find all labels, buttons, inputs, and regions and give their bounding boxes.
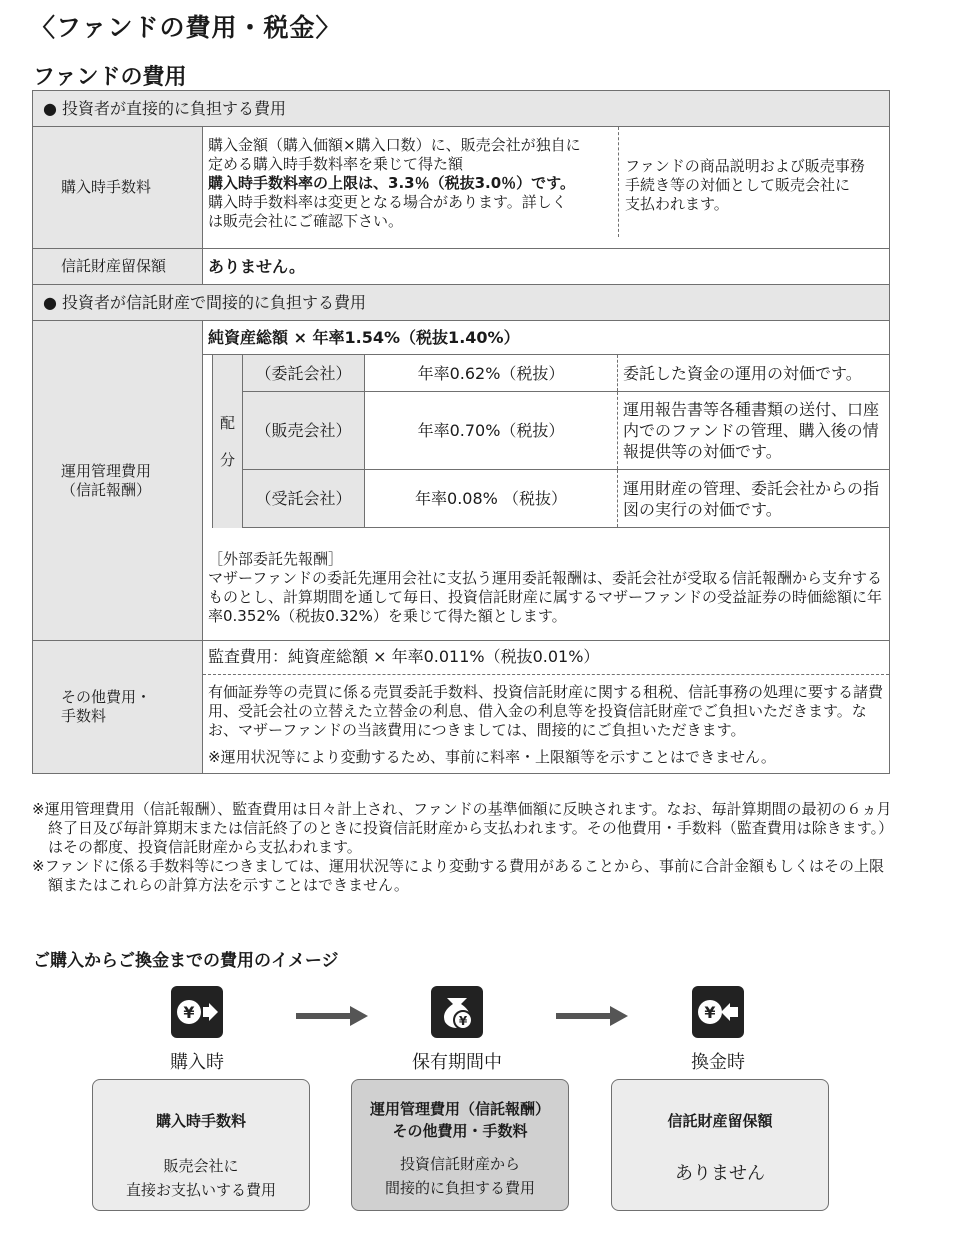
stage-label: 換金時 <box>691 1052 745 1073</box>
yen-in-icon <box>171 986 223 1038</box>
box-title: 購入時手数料 <box>155 1112 246 1130</box>
money-bag-icon <box>431 986 483 1038</box>
allocation-label <box>213 355 243 528</box>
party-desc: 運用財産の管理、委託会社からの指図の実行の対価です。 <box>623 478 880 519</box>
alloc-row-distributor <box>243 392 889 470</box>
party-desc: 委託した資金の運用の対価です。 <box>623 363 862 383</box>
arrow-icon <box>556 1006 628 1026</box>
other-label1: その他費用・ <box>61 688 152 706</box>
box-sub: 間接的に負担する費用 <box>384 1179 535 1197</box>
footnote: ※運用管理費用（信託報酬）、監査費用は日々計上され、ファンドの基準価額に反映されます。なお、毎計算期間の最初の６ヵ月終了日及び毎計算期末または信託終了のときに投資信託財産から支払われます。その他費用・手数料（監査費用は除きます。）はその都度、投資信託財産から支払われます。 <box>32 800 892 856</box>
footnote: ※ファンドに係る手数料等につきましては、運用状況等により変動する費用があることから、事前に合計金額もしくはその上限額またはこれらの計算方法を示すことはできません。 <box>32 857 884 894</box>
purchase-line4: 購入時手数料率は変更となる場合があります。詳しく <box>208 193 567 211</box>
direct-header-row <box>33 91 890 127</box>
mgmt-content <box>203 321 890 641</box>
box-title: その他費用・手数料 <box>392 1122 528 1140</box>
box-sub: 販売会社に <box>163 1157 239 1175</box>
alloc-row-trustor <box>243 355 889 392</box>
yen-out-icon <box>692 986 744 1038</box>
page-title: 〈ファンドの費用・税金〉 <box>30 13 342 42</box>
box-title: 信託財産留保額 <box>667 1112 773 1130</box>
box-sub: 直接お支払いする費用 <box>125 1181 276 1199</box>
mgmt-row <box>33 321 890 641</box>
mgmt-label2: （信託報酬） <box>61 480 152 499</box>
section-title: ファンドの費用 <box>33 65 187 90</box>
indirect-header: ● 投資者が信託財産で間接的に負担する費用 <box>33 285 890 321</box>
purchase-line1: 購入金額（購入価額×購入口数）に、販売会社が独自に <box>208 136 581 154</box>
alloc-row-trustee <box>243 470 889 528</box>
purchase-max-rate: 購入時手数料率の上限は、3.3％（税抜3.0％）です。 <box>208 174 575 192</box>
allocation-table <box>212 355 889 528</box>
audit-fee: 監査費用：純資産総額 × 年率0.011%（税抜0.01%） <box>203 641 889 675</box>
svg-text:¥: ¥ <box>458 1014 468 1028</box>
other-row <box>33 641 890 774</box>
alloc-char1: 配 <box>219 413 235 432</box>
other-label2: 手数料 <box>61 707 107 725</box>
box-title: 運用管理費用（信託報酬） <box>369 1100 550 1118</box>
svg-text:¥: ¥ <box>704 1003 716 1022</box>
purchase-right2: 手続き等の対価として販売会社に <box>625 176 851 194</box>
other-fee-body: 有価証券等の売買に係る売買委託手数料、投資信託財産に関する租税、信託事務の処理に要する諸費用、受託会社の立替えた立替金の利息、借入金の利息等を投資信託財産でご負担いただきます。なお、マザーファンドの当該費用につきましては、間接的にご負担いただきます。 <box>208 683 884 739</box>
party-label: （販売会社） <box>243 392 365 469</box>
stage-label: 購入時 <box>170 1052 224 1073</box>
arrow-icon <box>296 1006 368 1026</box>
mgmt-label1: 運用管理費用 <box>61 461 152 480</box>
party-rate: 年率0.62%（税抜） <box>365 355 618 391</box>
mgmt-label <box>33 321 203 641</box>
stage-purchase <box>122 986 272 1074</box>
box-redemption-fee <box>611 1079 829 1211</box>
mgmt-rate: 純資産総額 × 年率1.54%（税抜1.40%） <box>203 321 889 355</box>
party-rate: 年率0.70%（税抜） <box>365 392 618 469</box>
direct-header: ● 投資者が直接的に負担する費用 <box>33 91 890 127</box>
external-fee <box>203 528 889 640</box>
retention-row <box>33 249 890 285</box>
footnotes <box>32 800 892 895</box>
purchase-row <box>33 127 890 249</box>
box-purchase-fee <box>92 1079 310 1211</box>
retention-label: 信託財産留保額 <box>33 249 203 285</box>
stage-redemption <box>643 986 793 1074</box>
indirect-header-row <box>33 285 890 321</box>
purchase-right1: ファンドの商品説明および販売事務 <box>625 157 865 175</box>
fee-table <box>32 90 890 774</box>
box-sub: ありません <box>675 1163 765 1184</box>
alloc-char2: 分 <box>219 450 235 469</box>
purchase-line5: は販売会社にご確認下さい。 <box>208 212 404 230</box>
purchase-content <box>203 127 890 249</box>
party-rate: 年率0.08% （税抜） <box>365 470 618 527</box>
party-label: （受託会社） <box>243 470 365 527</box>
party-desc: 運用報告書等各種書類の送付、口座内でのファンドの管理、購入後の情報提供等の対価です。 <box>623 400 880 461</box>
other-fee-note: ※運用状況等により変動するため、事前に料率・上限額等を示すことはできません。 <box>208 748 776 766</box>
retention-value: ありません。 <box>203 249 890 285</box>
stage-label: 保有期間中 <box>412 1052 502 1073</box>
purchase-label: 購入時手数料 <box>33 127 203 249</box>
purchase-line2: 定める購入時手数料率を乗じて得た額 <box>208 155 464 173</box>
image-title: ご購入からご換金までの費用のイメージ <box>33 951 339 971</box>
external-fee-body: マザーファンドの委託先運用会社に支払う運用委託報酬は、委託会社が受取る信託報酬から支弁するものとし、計算期間を通して毎日、投資信託財産に属するマザーファンドの受益証券の時価総額に年率0.352%（税抜0.32%）を乗じて得た額とします。 <box>208 569 882 625</box>
purchase-right3: 支払われます。 <box>625 195 729 213</box>
other-content <box>203 641 890 774</box>
box-sub: 投資信託財産から <box>399 1155 520 1173</box>
stage-holding <box>382 986 532 1074</box>
party-label: （委託会社） <box>243 355 365 391</box>
external-fee-title: ［外部委託先報酬］ <box>208 550 344 568</box>
box-holding-fee <box>351 1079 569 1211</box>
svg-text:¥: ¥ <box>183 1003 195 1022</box>
other-label <box>33 641 203 774</box>
